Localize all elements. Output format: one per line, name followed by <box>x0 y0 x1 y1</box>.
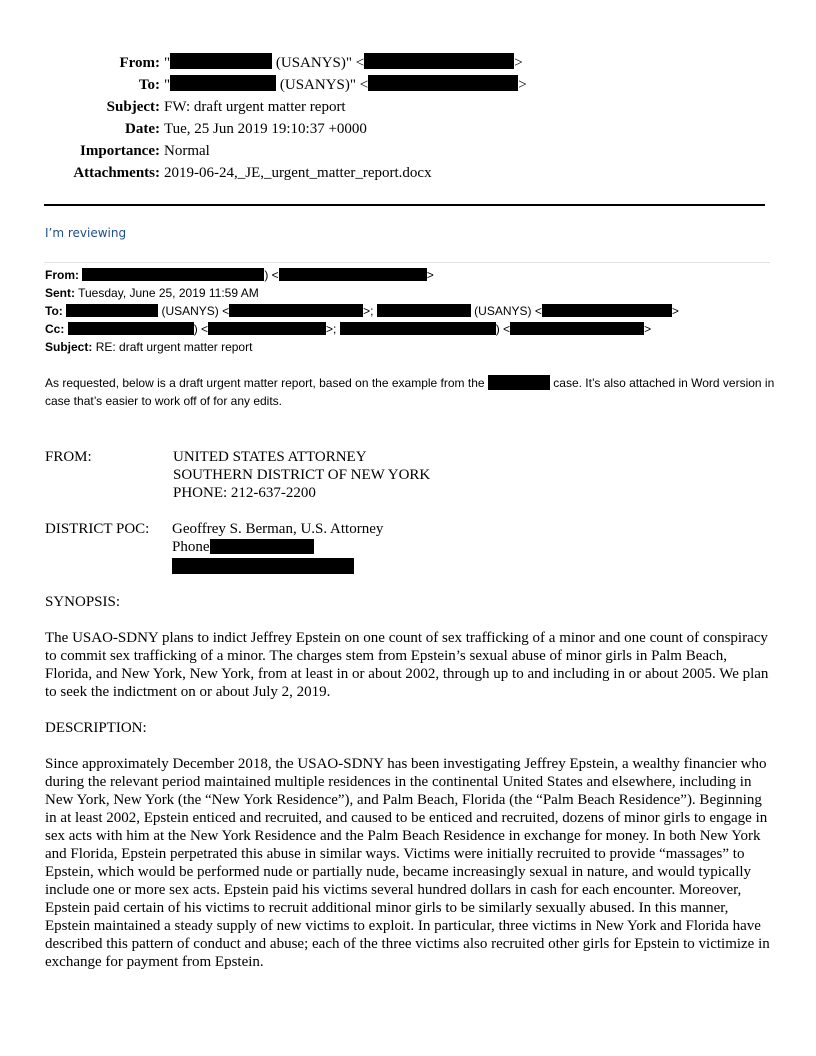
synopsis-heading: SYNOPSIS: <box>45 594 121 610</box>
header-date-value: Tue, 25 Jun 2019 19:10:37 +0000 <box>164 121 367 137</box>
header-to-quote: " <box>164 77 171 93</box>
memo-from-line2: SOUTHERN DISTRICT OF NEW YORK <box>173 467 431 483</box>
description-text: Since approximately December 2018, the USAO-SDNY has been investigating Jeffrey Epstein, a wealthy financier who during the relevant period maintained multiple residences in the continental United States and elsewhere, including in New York, New York (the “New York Residence”), and Palm Beach, Florida (the “Palm Beach Residence”). Beginning in at least 2002, Epstein enticed and recruited, and caused to be enticed and recruited, dozens of minor girls to engage in sex acts with him at the New York Residence and the Palm Beach Residence in exchange for money. In both New York and Florida, Epstein perpetrated this abuse in similar ways. Victims were initially recruited to provide “massages” to Epstein, which would be performed nude or partially nude, became increasingly sexual in nature, and would typically include one or more sex acts. Epstein paid his victims several hundred dollars in cash for each encounter. Moreover, Epstein paid certain of his victims to recruit additional minor girls to be similarly sexually abused. In this manner, Epstein maintained a steady supply of new victims to exploit. In particular, three victims in New York and Florida have described this pattern of conduct and abuse; each of the three victims also recruited other girls for Epstein to victimize in exchange for payment from Epstein. <box>45 756 770 970</box>
fwd-cc-row <box>45 320 679 338</box>
redaction-block <box>170 75 276 91</box>
fwd-from-tail: ) < <box>264 268 279 282</box>
intro-text-before: As requested, below is a draft urgent matter report, based on the example from the <box>45 376 485 390</box>
header-attachments-label: Attachments: <box>73 165 160 181</box>
fwd-to-sep: >; <box>363 304 374 318</box>
reply-note: I’m reviewing <box>45 226 127 240</box>
intro-paragraph <box>45 374 775 410</box>
fwd-from-label: From: <box>45 268 79 282</box>
fwd-to-end: > <box>671 304 679 318</box>
header-date-label: Date: <box>125 121 160 137</box>
header-from-label: From: <box>119 55 160 71</box>
redaction-block <box>172 558 354 574</box>
fwd-to-row <box>45 302 679 320</box>
fwd-cc-tail-1: ) < <box>193 322 209 336</box>
redaction-block <box>210 539 314 554</box>
intro-text-after: case. It’s also attached in Word version in case that’s easier to work off of for any edits. <box>45 376 775 408</box>
header-subject-label: Subject: <box>106 99 160 115</box>
fwd-to-org-1: (USANYS) < <box>161 304 230 318</box>
fwd-cc-sep: >; <box>326 322 337 336</box>
header-to-row <box>40 74 527 96</box>
redaction-block <box>510 322 644 335</box>
fwd-to-org-2: (USANYS) < <box>474 304 542 318</box>
redaction-block <box>66 304 158 317</box>
memo-from-line3: PHONE: 212-637-2200 <box>173 485 316 501</box>
fwd-sent-value: Tuesday, June 25, 2019 11:59 AM <box>78 286 259 300</box>
memo-poc-label: DISTRICT POC: <box>45 521 150 537</box>
header-subject-value: FW: draft urgent matter report <box>164 99 346 115</box>
redaction-block <box>542 304 672 317</box>
synopsis-text: The USAO-SDNY plans to indict Jeffrey Epstein on one count of sex trafficking of a minor and one count of conspiracy to commit sex trafficking of a minor. The charges stem from Epstein’s sexual abuse of minor girls in Palm Beach, Florida, and New York, New York, from at least in or about 2002, through up to and including in or about 2005. We plan to seek the indictment on or about July 2, 2019. <box>45 630 769 700</box>
header-date-row <box>40 118 527 140</box>
fwd-sent-row <box>45 284 679 302</box>
redaction-block <box>208 322 326 335</box>
header-importance-value: Normal <box>164 143 210 159</box>
fwd-cc-end: > <box>644 322 652 336</box>
fwd-from-row <box>45 266 679 284</box>
quote-divider <box>44 262 770 263</box>
header-attachments-row <box>40 162 527 184</box>
header-from-end: > <box>514 55 523 71</box>
redaction-block <box>364 53 514 69</box>
redaction-block <box>488 375 550 390</box>
header-from-row <box>40 52 527 74</box>
fwd-from-end: > <box>426 268 434 282</box>
redaction-block <box>170 53 272 69</box>
redaction-block <box>68 322 194 335</box>
header-importance-label: Importance: <box>80 143 160 159</box>
fwd-sent-label: Sent: <box>45 286 75 300</box>
attachment-filename[interactable]: 2019-06-24,_JE,_urgent_matter_report.docx <box>164 165 432 181</box>
redaction-block <box>368 75 518 91</box>
fwd-subject-label: Subject: <box>45 340 93 354</box>
memo-poc-phone-label: Phone <box>172 539 210 555</box>
header-to-end: > <box>518 77 527 93</box>
header-subject-row <box>40 96 527 118</box>
redaction-block <box>279 268 427 281</box>
description-heading: DESCRIPTION: <box>45 720 147 736</box>
header-to-org: (USANYS)" < <box>279 77 369 93</box>
header-to-label: To: <box>138 77 160 93</box>
fwd-cc-tail-2: ) < <box>495 322 511 336</box>
header-from-org: (USANYS)" < <box>275 55 365 71</box>
fwd-subject-row <box>45 338 679 356</box>
email-header <box>40 52 527 184</box>
header-importance-row <box>40 140 527 162</box>
memo-from-line1: UNITED STATES ATTORNEY <box>173 449 367 465</box>
memo-from-label: FROM: <box>45 449 92 465</box>
fwd-subject-value: RE: draft urgent matter report <box>95 340 253 354</box>
memo-poc-name: Geoffrey S. Berman, U.S. Attorney <box>172 521 384 537</box>
redaction-block <box>82 268 264 281</box>
redaction-block <box>377 304 471 317</box>
header-from-quote: " <box>164 55 171 71</box>
redaction-block <box>340 322 496 335</box>
fwd-cc-label: Cc: <box>45 322 65 336</box>
forwarded-header <box>45 266 679 356</box>
redaction-block <box>229 304 363 317</box>
header-divider <box>44 204 765 206</box>
fwd-to-label: To: <box>45 304 63 318</box>
